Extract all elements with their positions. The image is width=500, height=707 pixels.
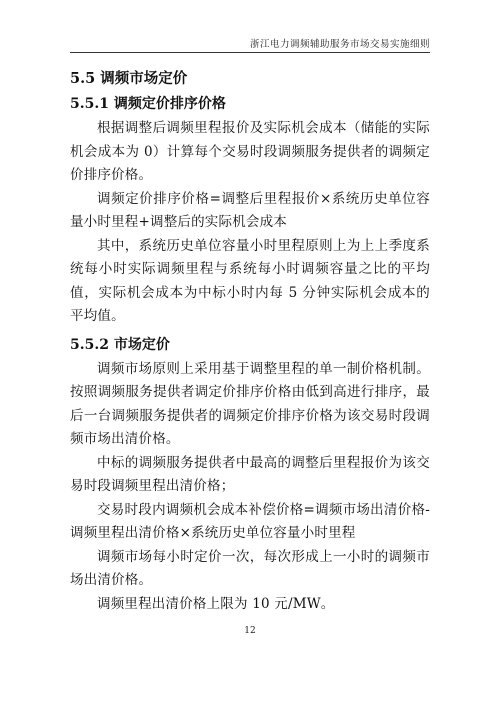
section-heading-5-5-1: 5.5.1 调频定价排序价格 xyxy=(70,96,226,112)
section-heading-5-5: 5.5 调频市场定价 xyxy=(70,70,188,87)
paragraph: 中标的调频服务提供者中最高的调整后里程报价为该交易时段调频里程出清价格； xyxy=(70,454,430,494)
page-number: 12 xyxy=(244,626,256,636)
paragraph: 调频里程出清价格上限为 10 元/MW。 xyxy=(97,595,335,612)
page-body xyxy=(70,66,430,616)
header-rule xyxy=(70,52,430,53)
paragraph: 调频市场原则上采用基于调整里程的单一制价格机制。按照调频服务提供者调定价排序价格由低到高进行排序，最后一台调频服务提供者的调频定价排序价格为该交易时段调频市场出清价格。 xyxy=(70,360,430,447)
paragraph: 交易时段内调频机会成本补偿价格=调频市场出清价格-调频里程出清价格×系统历史单位容量小时里程 xyxy=(70,501,430,541)
paragraph: 其中，系统历史单位容量小时里程原则上为上上季度系统每小时实际调频里程与系统每小时调频容量之比的平均值，实际机会成本为中标小时内每 5 分钟实际机会成本的平均值。 xyxy=(70,237,430,324)
paragraph: 根据调整后调频里程报价及实际机会成本（储能的实际机会成本为 0）计算每个交易时段调频服务提供者的调频定价排序价格。 xyxy=(70,120,430,183)
running-header: 浙江电力调频辅助服务市场交易实施细则 xyxy=(249,39,430,50)
paragraph: 调频市场每小时定价一次，每次形成上一小时的调频市场出清价格。 xyxy=(70,548,430,588)
paragraph: 调频定价排序价格=调整后里程报价×系统历史单位容量小时里程+调整后的实际机会成本 xyxy=(70,190,430,230)
section-heading-5-5-2: 5.5.2 市场定价 xyxy=(70,336,170,353)
